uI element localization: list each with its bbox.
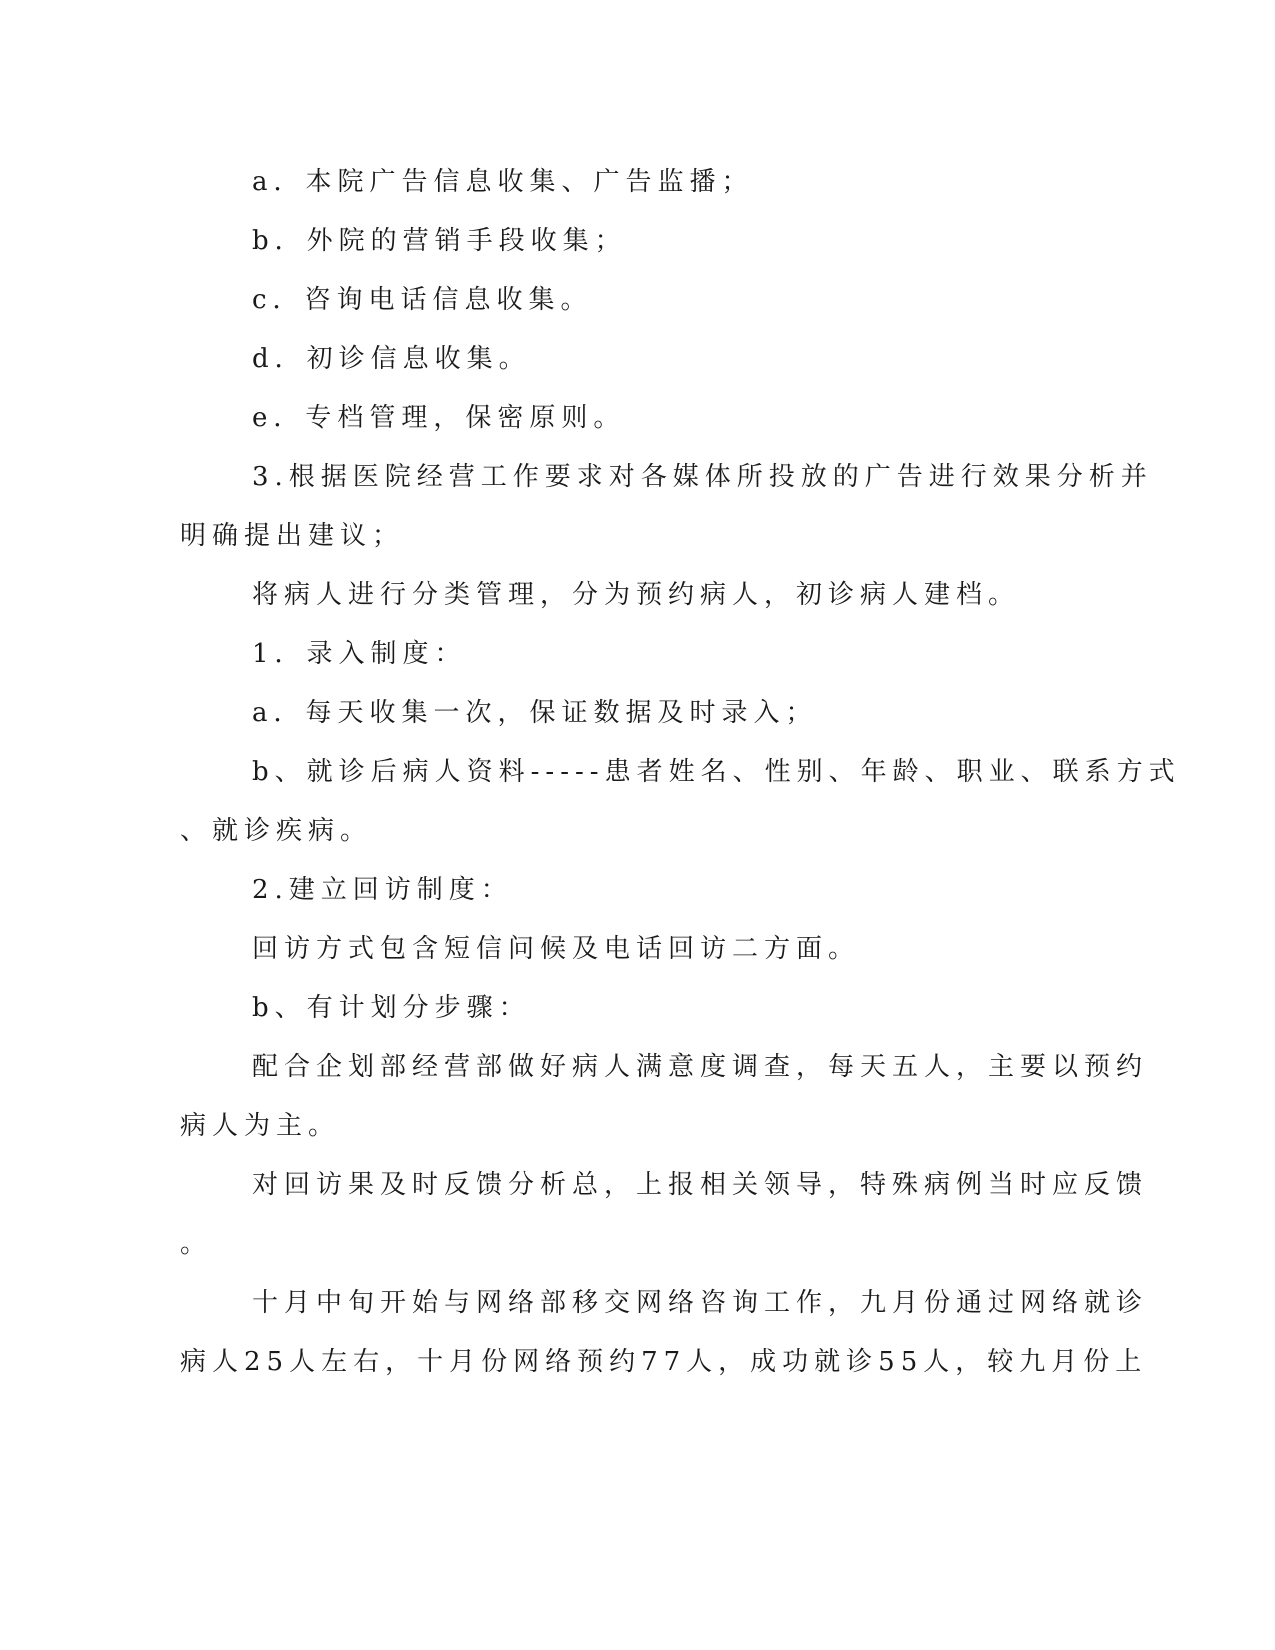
- paragraph-line: 配合企划部经营部做好病人满意度调查，每天五人，主要以预约: [252, 1052, 1149, 1082]
- paragraph-line: a．本院广告信息收集、广告监播；: [252, 167, 754, 197]
- paragraph-line: 病人为主。: [180, 1111, 341, 1141]
- paragraph-line: 十月中旬开始与网络部移交网络咨询工作，九月份通过网络就诊: [252, 1288, 1149, 1318]
- paragraph-line: 2.建立回访制度：: [252, 875, 513, 905]
- paragraph-line: d．初诊信息收集。: [252, 344, 531, 374]
- paragraph-line: 。: [180, 1229, 213, 1259]
- paragraph-line: b．外院的营销手段收集；: [252, 226, 627, 256]
- paragraph-line: e．专档管理，保密原则。: [252, 403, 626, 433]
- paragraph-line: b、就诊后病人资料-----患者姓名、性别、年龄、职业、联系方式: [252, 757, 1181, 787]
- paragraph-line: 对回访果及时反馈分析总，上报相关领导，特殊病例当时应反馈: [252, 1170, 1149, 1200]
- paragraph-line: b、有计划分步骤：: [252, 993, 531, 1023]
- paragraph-line: 病人25人左右，十月份网络预约77人，成功就诊55人，较九月份上: [180, 1347, 1148, 1377]
- paragraph-line: 将病人进行分类管理，分为预约病人，初诊病人建档。: [252, 580, 1021, 610]
- paragraph-line: 明确提出建议；: [180, 521, 405, 551]
- paragraph-line: 、就诊疾病。: [180, 816, 373, 846]
- paragraph-line: 3.根据医院经营工作要求对各媒体所投放的广告进行效果分析并: [252, 462, 1153, 492]
- paragraph-line: c．咨询电话信息收集。: [252, 285, 593, 315]
- paragraph-line: a．每天收集一次，保证数据及时录入；: [252, 698, 818, 728]
- paragraph-line: 1．录入制度：: [252, 639, 467, 669]
- paragraph-line: 回访方式包含短信问候及电话回访二方面。: [252, 934, 861, 964]
